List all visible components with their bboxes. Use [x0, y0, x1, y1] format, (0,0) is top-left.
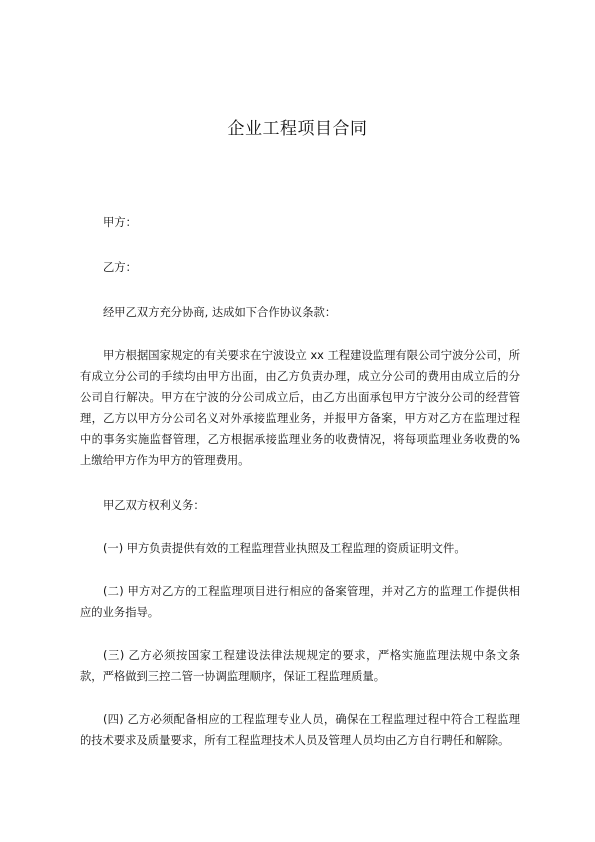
- party-a-label: 甲方：: [103, 216, 137, 229]
- document-title: 企业工程项目合同: [227, 119, 368, 140]
- clause-3: (三) 乙方必须按国家工程建设法律法规规定的要求，严格实施监理法规中条文条款，严格做到三控二管一协调监理顺序，保证工程监理质量。: [80, 649, 520, 683]
- document-body: [80, 212, 520, 751]
- agreement-paragraph: 甲方根据国家规定的有关要求在宁波设立 xx 工程建设监理有限公司宁波分公司，所有成立分公司的手续均由甲方出面，由乙方负责办理，成立分公司的费用由成立后的分公司自行解决。甲方在宁波的分公司成立后，由乙方出面承包甲方宁波分公司的经营管理，乙方以甲方分公司名义对外承接监理业务，并报甲方备案，甲方对乙方在监理过程中的事务实施监督管理，乙方根据承接监理业务的收费情况，将每项监理业务收费的%上缴给甲方作为甲方的管理费用。: [80, 349, 520, 467]
- clause-1: (一) 甲方负责提供有效的工程监理营业执照及工程监理的资质证明文件。: [103, 542, 466, 555]
- clause-4: (四) 乙方必须配备相应的工程监理专业人员，确保在工程监理过程中符合工程监理的技术要求及质量要求，所有工程监理技术人员及管理人员均由乙方自行聘任和解除。: [80, 713, 520, 747]
- rights-heading: 甲乙双方权利义务：: [103, 499, 205, 512]
- party-b-label: 乙方：: [103, 261, 137, 274]
- clause-2: (二) 甲方对乙方的工程监理项目进行相应的备案管理，并对乙方的监理工作提供相应的业务指导。: [80, 585, 520, 619]
- intro-paragraph: 经甲乙双方充分协商, 达成如下合作协议条款：: [103, 306, 337, 319]
